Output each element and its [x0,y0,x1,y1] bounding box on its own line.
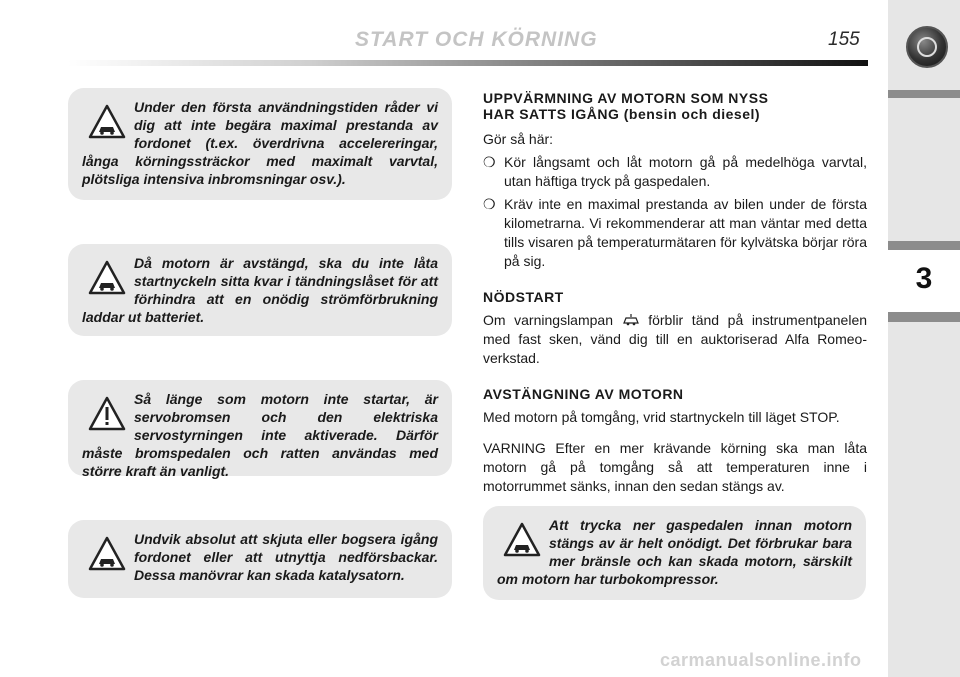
heading-line: HAR SATTS IGÅNG (bensin och diesel) [483,106,761,122]
main-column [483,90,867,496]
intro-text: Gör så här: [483,131,554,147]
warning-box [68,88,452,200]
warning-triangle-icon [88,396,126,432]
header-rule [68,60,868,66]
warning-car-icon [88,536,126,572]
body-text: Med motorn på tomgång, vrid startnyckeln till läget STOP. [483,409,840,425]
warning-car-icon [88,260,126,296]
warning-text: Då motorn är avstängd, ska du inte låta startnyckeln sitta kvar i tändningslåset för att förhindra att en onödig strömförbrukning laddar ut batteriet. [82,255,438,325]
section-heading: AVSTÄNGNING AV MOTORN [483,386,684,402]
section-heading [483,90,867,122]
page-number: 155 [828,29,860,50]
warning-text: Så länge som motorn inte startar, är servobromsen och den elektriska servostyrningen inte aktiverade. Därför måste bromspedalen och ratten användas med större kraft än vanligt. [82,391,438,479]
warning-box [483,506,866,600]
warning-box [68,244,452,336]
chapter-number: 3 [915,262,933,295]
alfa-romeo-logo [906,26,948,68]
bullet-icon: ❍ [483,196,496,212]
sidebar-tab-bottom [888,322,960,677]
section-heading: NÖDSTART [483,289,564,305]
watermark: carmanualsonline.info [660,650,862,670]
list-item-text: Kräv inte en maximal prestanda av bilen under de första kilometrarna. Vi rekommenderar att man väntar med detta tills visaren på temperaturmätaren för kylvätska börjar röra på sig. [504,196,867,269]
warning-text: Att trycka ner gaspedalen innan motorn stängs av är helt onödigt. Det förbrukar bara mer bränsle och kan skada motorn, särskilt om motorn har turbokompressor. [497,517,852,587]
body-text-part: förblir tänd på instrumentpanelen med fast sken, vänd dig till en auktoriserad Alfa Romeo-verkstad. [483,312,868,366]
list-item-text: Kör långsamt och låt motorn gå på medelhöga varvtal, utan häftiga tryck på gaspedalen. [504,154,867,189]
warning-box [68,380,452,479]
bullet-icon: ❍ [483,154,496,170]
immobilizer-warning-light-icon [622,313,640,327]
warning-text: Undvik absolut att skjuta eller bogsera igång fordonet eller att utnyttja nedförsbackar. Dessa manövrar kan skada katalysatorn. [134,531,438,583]
list-item [483,195,867,271]
body-text [483,311,867,368]
warning-box [68,520,452,598]
list-item [483,153,867,191]
warning-car-icon [503,522,541,558]
section-title: START OCH KÖRNING [355,28,598,51]
body-text: VARNING Efter en mer krävande körning ska man låta motorn gå på tomgång så att temperaturen inne i motorrummet sänks, innan den sedan stängs av. [483,440,867,494]
heading-line: UPPVÄRMNING AV MOTORN SOM NYSS [483,90,769,106]
body-text-part: Om varningslampan [483,312,613,328]
warning-text: Under den första användningstiden råder vi dig att inte begära maximal prestanda av fordonet (t.ex. överdrivna accelereringar, långa körningssträckor med maximalt varvtal, plötsliga intensiva inbromsningar osv.). [82,99,438,187]
chapter-sidebar [888,0,960,677]
sidebar-tab [888,98,960,241]
warning-car-icon [88,104,126,140]
